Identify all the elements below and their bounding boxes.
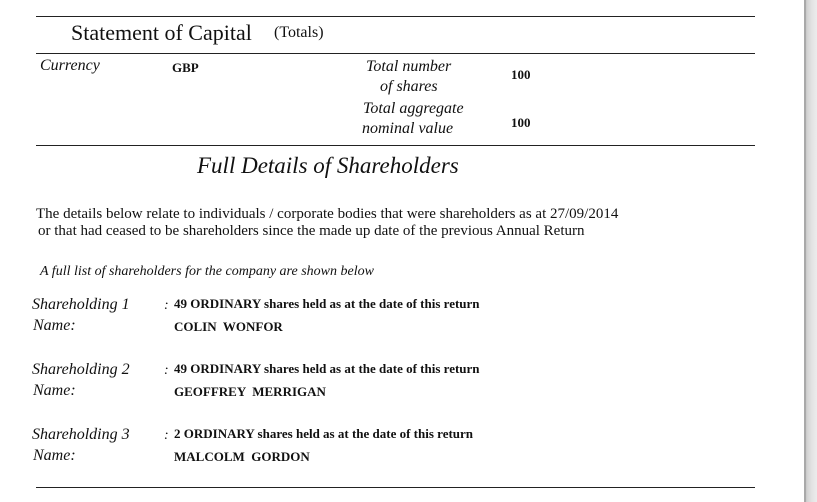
total-shares-value: 100 [511,67,531,82]
statement-title: Statement of Capital [71,20,252,45]
total-nominal-label-line2: nominal value [362,120,454,137]
list-note: A full list of shareholders for the company are shown below [40,264,374,279]
shareholding-1-colon: : [164,298,169,313]
bottom-divider [36,487,755,488]
statement-header-divider [36,53,755,54]
shareholding-1-label: Shareholding 1 [32,296,130,313]
viewer-scroll-gutter[interactable] [806,0,817,502]
intro-line-1: The details below relate to individuals / corporate bodies that were shareholders as at 27/09/2014 [36,206,619,222]
total-nominal-label-line1: Total aggregate [363,100,464,117]
shareholding-2-name: GEOFFREY MERRIGAN [174,384,326,399]
shareholding-2-label: Shareholding 2 [32,361,130,378]
statement-bottom-divider [36,145,755,146]
shareholding-3-name: MALCOLM GORDON [174,449,310,464]
currency-label: Currency [40,57,100,74]
shareholding-3-colon: : [164,428,169,443]
total-shares-label-line2: of shares [380,78,438,95]
currency-value: GBP [172,60,199,75]
shareholding-3-name-label: Name: [33,447,76,464]
total-shares-label-line1: Total number [366,58,452,75]
shareholding-2-name-label: Name: [33,382,76,399]
shareholding-1-name: COLIN WONFOR [174,319,283,334]
shareholding-1-shares: 49 ORDINARY shares held as at the date of this return [174,296,480,311]
shareholding-3-shares: 2 ORDINARY shares held as at the date of this return [174,426,474,441]
shareholders-title: Full Details of Shareholders [197,153,459,178]
intro-line-2: or that had ceased to be shareholders since the made up date of the previous Annual Return [38,223,585,239]
total-nominal-value: 100 [511,115,531,130]
shareholding-2-shares: 49 ORDINARY shares held as at the date of this return [174,361,480,376]
shareholding-1-name-label: Name: [33,317,76,334]
shareholding-3-label: Shareholding 3 [32,426,130,443]
shareholding-2-colon: : [164,363,169,378]
statement-subtitle: (Totals) [274,24,324,41]
top-divider [36,16,755,17]
